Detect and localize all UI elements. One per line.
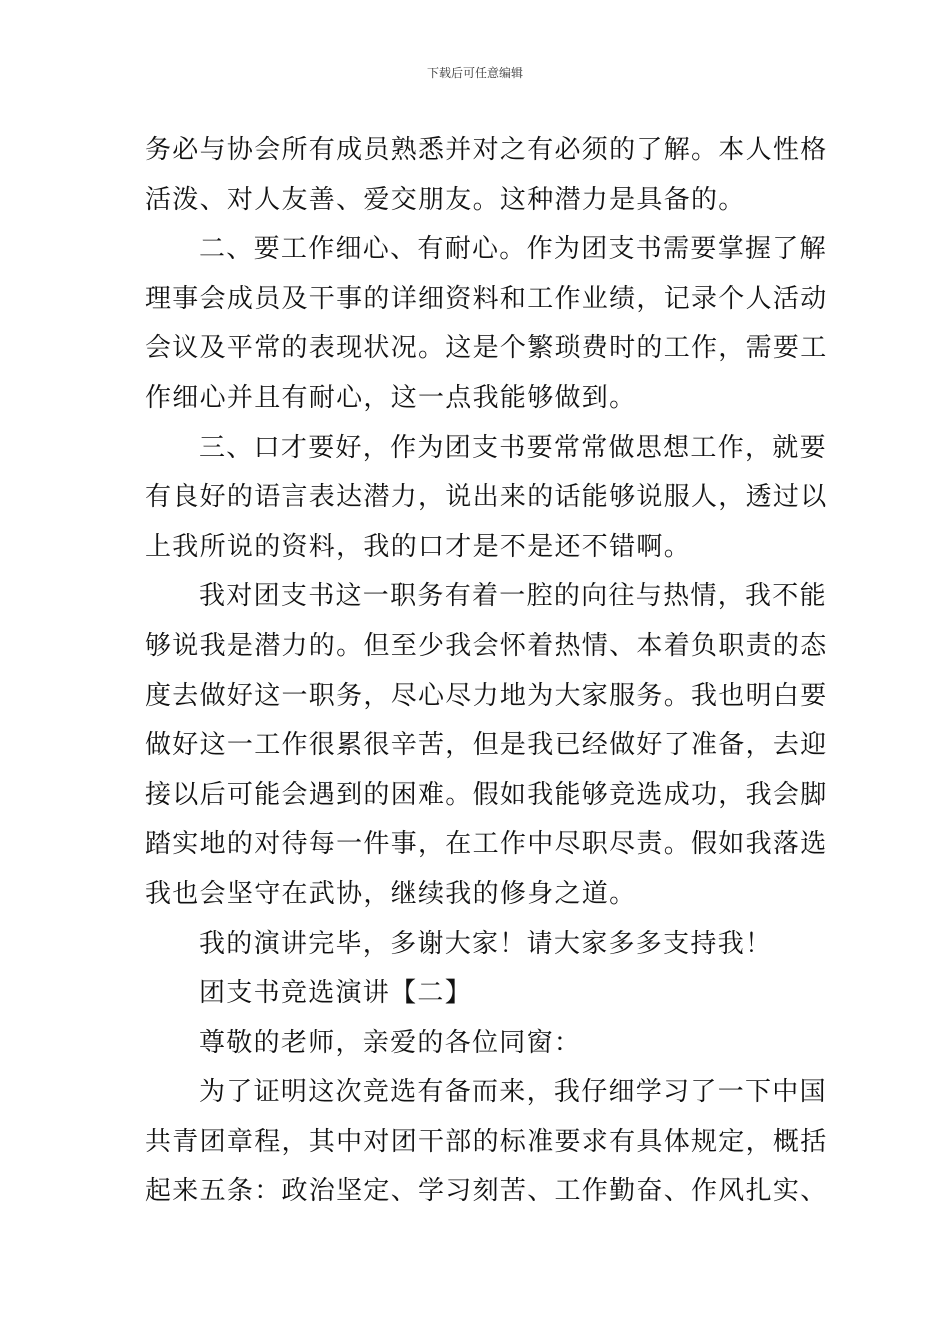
text-line: 够说我是潜力的。但至少我会怀着热情、本着负职责的态 [145, 630, 828, 661]
text-line: 理事会成员及干事的详细资料和工作业绩，记录个人活动 [145, 283, 828, 314]
text-line: 我对团支书这一职务有着一腔的向往与热情，我不能 [199, 581, 827, 612]
text-line: 作细心并且有耐心，这一点我能够做到。 [145, 382, 637, 413]
text-line: 活泼、对人友善、爱交朋友。这种潜力是具备的。 [145, 184, 746, 215]
text-line: 做好这一工作很累很辛苦，但是我已经做好了准备，去迎 [145, 730, 828, 761]
text-line: 共青团章程，其中对团干部的标准要求有具体规定，概括 [145, 1126, 828, 1157]
page-header: 下载后可任意编辑 [426, 66, 523, 80]
text-line: 三、口才要好，作为团支书要常常做思想工作，就要 [199, 432, 827, 463]
text-line: 度去做好这一职务，尽心尽力地为大家服务。我也明白要 [145, 680, 828, 711]
text-line: 接以后可能会遇到的困难。假如我能够竞选成功，我会脚 [145, 779, 828, 810]
text-line: 务必与协会所有成员熟悉并对之有必须的了解。本人性格 [145, 135, 828, 165]
text-line: 二、要工作细心、有耐心。作为团支书需要掌握了解 [199, 234, 827, 265]
text-line: 尊敬的老师，亲爱的各位同窗： [199, 1027, 582, 1058]
text-line: 我也会坚守在武协，继续我的修身之道。 [145, 878, 637, 909]
text-line: 上我所说的资料，我的口才是不是还不错啊。 [145, 531, 692, 562]
text-line: 为了证明这次竞选有备而来，我仔细学习了一下中国 [199, 1077, 827, 1108]
text-line: 团支书竞选演讲【二】 [199, 978, 473, 1009]
text-line: 我的演讲完毕，多谢大家！请大家多多支持我！ [199, 928, 773, 959]
text-line: 踏实地的对待每一件事，在工作中尽职尽责。假如我落选 [145, 829, 828, 860]
text-line: 有良好的语言表达潜力，说出来的话能够说服人，透过以 [145, 482, 828, 513]
text-line: 会议及平常的表现状况。这是个繁琐费时的工作，需要工 [145, 333, 828, 364]
text-line: 起来五条：政治坚定、学习刻苦、工作勤奋、作风扎实、 [145, 1176, 828, 1207]
document-body [145, 126, 828, 1217]
